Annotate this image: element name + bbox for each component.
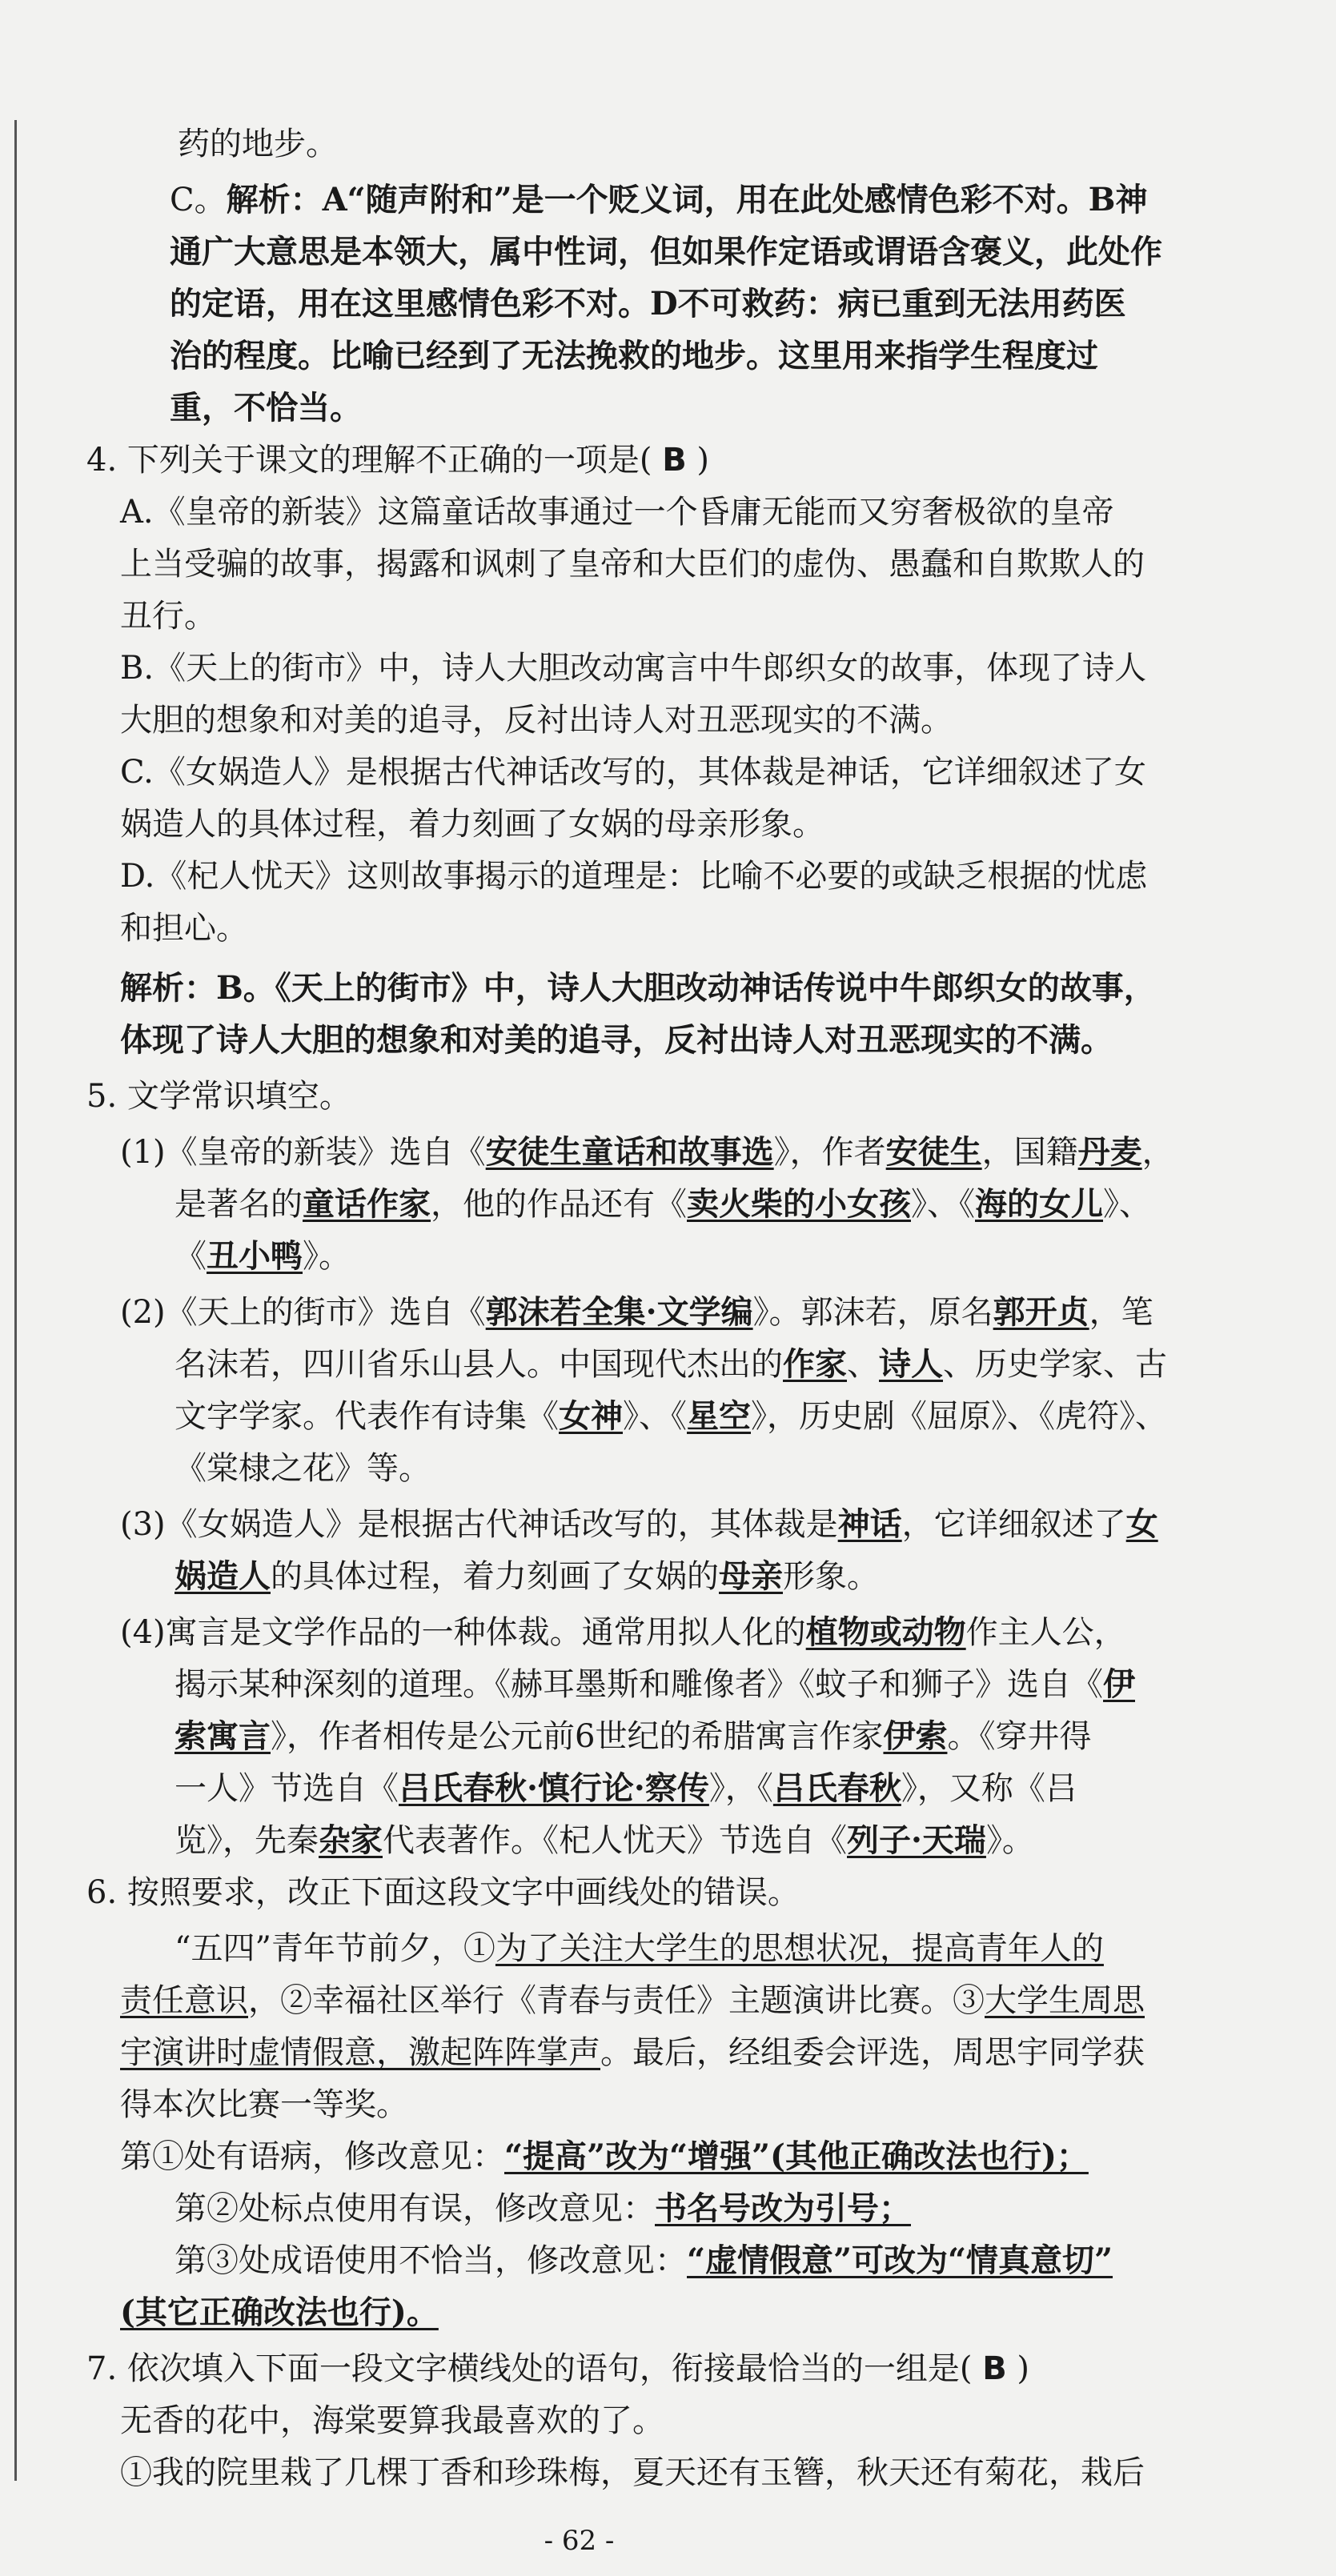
q6-passage: “五四”青年节前夕，①为了关注大学生的思想状况，提高青年人的 — [175, 1930, 1104, 1967]
q4-explanation: 解析：B。《天上的街市》中，诗人大胆改动神话传说中牛郎织女的故事， — [120, 969, 1156, 1007]
q4-option-b: B.《天上的街市》中，诗人大胆改动寓言中牛郎织女的故事，体现了诗人 — [120, 650, 1147, 687]
q6-fix-3: (其它正确改法也行)。 — [120, 2294, 439, 2331]
q3-explanation: C。解析：A“随声附和”是一个贬义词，用在此处感情色彩不对。B神 — [170, 181, 1148, 218]
q4-option-b: 大胆的想象和对美的追寻，反衬出诗人对丑恶现实的不满。 — [120, 702, 953, 739]
q4-option-a: 丑行。 — [120, 598, 216, 635]
page-number: - 62 - — [544, 2525, 615, 2557]
q6-passage: 宇演讲时虚情假意，激起阵阵掌声。最后，经组委会评选，周思宇同学获 — [120, 2034, 1145, 2071]
q6-passage: 责任意识，②幸福社区举行《青春与责任》主题演讲比赛。③大学生周思 — [120, 1982, 1145, 2019]
q5-part-2: 《棠棣之花》等。 — [175, 1450, 431, 1487]
q3-explanation-line: 的定语，用在这里感情色彩不对。D不可救药：病已重到无法用药医 — [170, 285, 1126, 323]
q4-option-a: 上当受骗的故事，揭露和讽刺了皇帝和大臣们的虚伪、愚蠢和自欺欺人的 — [120, 546, 1145, 583]
q5-part-2: 文字学家。代表作有诗集《女神》、《星空》，历史剧《屈原》、《虎符》、 — [175, 1397, 1167, 1435]
q4-answer: B — [662, 442, 687, 479]
q5-part-4: 一人》节选自《吕氏春秋·慎行论·察传》，《吕氏春秋》，又称《吕 — [175, 1769, 1077, 1807]
q7-text: 无香的花中，海棠要算我最喜欢的了。 — [120, 2402, 664, 2439]
q3-explanation-line: 重，不恰当。 — [170, 389, 362, 427]
q4-option-d: 和担心。 — [120, 910, 248, 947]
q5-part-1: (1)《皇帝的新装》选自《安徒生童话和故事选》，作者安徒生，国籍丹麦， — [120, 1133, 1174, 1171]
q4-option-c: 娲造人的具体过程，着力刻画了女娲的母亲形象。 — [120, 806, 824, 843]
q4-option-a: A.《皇帝的新装》这篇童话故事通过一个昏庸无能而又穷奢极欲的皇帝 — [120, 494, 1114, 531]
q5-part-3: (3)《女娲造人》是根据古代神话改写的，其体裁是神话，它详细叙述了女 — [120, 1505, 1158, 1543]
q6-fix-3: 第③处成语使用不恰当，修改意见：“虚情假意”可改为“情真意切” — [175, 2241, 1113, 2279]
q7-text: ①我的院里栽了几棵丁香和珍珠梅，夏天还有玉簪，秋天还有菊花，栽后 — [120, 2454, 1145, 2491]
q6-fix-2: 第②处标点使用有误，修改意见：书名号改为引号； — [175, 2189, 911, 2227]
q5-part-2: (2)《天上的街市》选自《郭沫若全集·文学编》。郭沫若，原名郭开贞，笔 — [120, 1293, 1153, 1331]
q4-stem: 4. 下列关于课文的理解不正确的一项是( B ) — [86, 442, 710, 479]
q6-passage: 得本次比赛一等奖。 — [120, 2086, 408, 2123]
q4-explanation: 体现了诗人大胆的想象和对美的追寻，反衬出诗人对丑恶现实的不满。 — [120, 1021, 1113, 1059]
q5-part-4: 览》，先秦杂家代表著作。《杞人忧天》节选自《列子·天瑞》。 — [175, 1821, 1034, 1859]
q5-part-1: 是著名的童话作家，他的作品还有《卖火柴的小女孩》、《海的女儿》、 — [175, 1185, 1151, 1223]
q4-option-d: D.《杞人忧天》这则故事揭示的道理是：比喻不必要的或缺乏根据的忧虑 — [120, 858, 1148, 895]
q4-option-c: C.《女娲造人》是根据古代神话改写的，其体裁是神话，它详细叙述了女 — [120, 754, 1146, 791]
q3-explanation-line: 通广大意思是本领大，属中性词，但如果作定语或谓语含褒义，此处作 — [170, 233, 1162, 270]
q5-part-4: (4)寓言是文学作品的一种体裁。通常用拟人化的植物或动物作主人公， — [120, 1613, 1126, 1651]
q5-part-2: 名沫若，四川省乐山县人。中国现代杰出的作家、诗人、历史学家、古 — [175, 1345, 1167, 1383]
q3-explanation-line: 治的程度。比喻已经到了无法挽救的地步。这里用来指学生程度过 — [170, 337, 1098, 375]
q6-fix-1: 第①处有语病，修改意见：“提高”改为“增强”(其他正确改法也行)； — [120, 2137, 1089, 2175]
q3-line-1: 药的地步。 — [178, 126, 338, 162]
q5-part-4: 索寓言》，作者相传是公元前6世纪的希腊寓言作家伊索。《穿井得 — [175, 1717, 1092, 1755]
q5-stem: 5. 文学常识填空。 — [86, 1078, 351, 1115]
q5-part-1: 《丑小鸭》。 — [175, 1237, 351, 1275]
q5-part-4: 揭示某种深刻的道理。《赫耳墨斯和雕像者》《蚊子和狮子》选自《伊 — [175, 1665, 1135, 1703]
q7-answer: B — [982, 2350, 1007, 2387]
q6-stem: 6. 按照要求，改正下面这段文字中画线处的错误。 — [86, 1874, 800, 1911]
q7-stem: 7. 依次填入下面一段文字横线处的语句，衔接最恰当的一组是( B ) — [86, 2350, 1030, 2387]
q5-part-3: 娲造人的具体过程，着力刻画了女娲的母亲形象。 — [175, 1557, 879, 1595]
